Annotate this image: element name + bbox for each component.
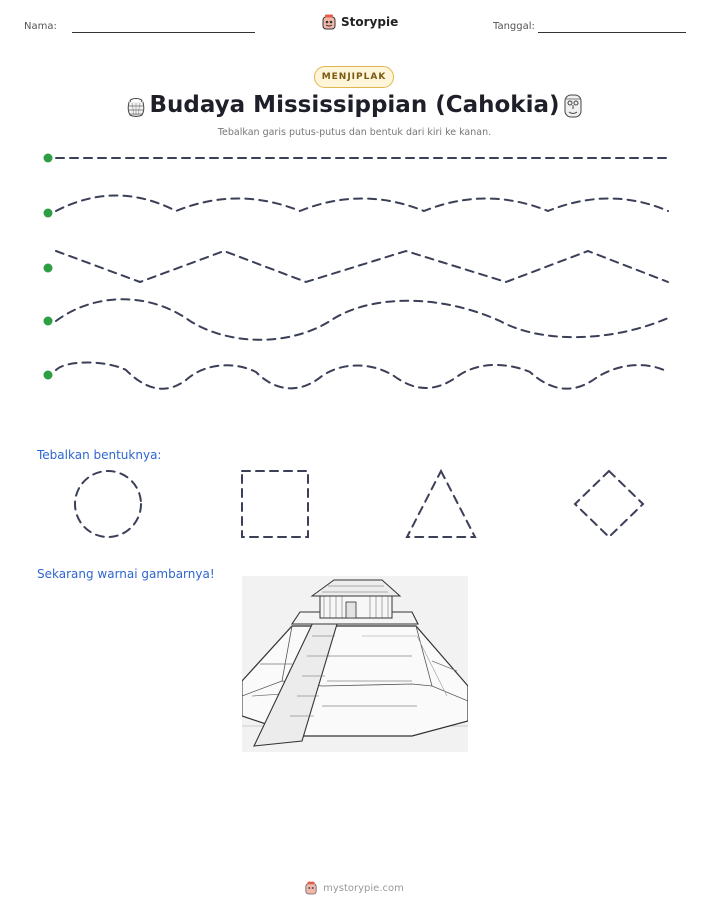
shapes-area: [0, 460, 709, 550]
start-dot: [44, 264, 53, 273]
mound-temple-picture[interactable]: [242, 576, 468, 752]
date-label: Tanggal:: [493, 21, 535, 32]
tracing-line-wave-3[interactable]: [56, 363, 668, 389]
coloring-prompt: Sekarang warnai gambarnya!: [37, 567, 215, 581]
footer-url[interactable]: mystorypie.com: [323, 882, 404, 894]
circle-shape[interactable]: [75, 471, 141, 537]
storypie-logo-icon: [322, 14, 336, 30]
start-dot: [44, 209, 53, 218]
triangle-shape[interactable]: [407, 471, 475, 537]
mask-icon: [561, 93, 585, 119]
start-dot: [44, 371, 53, 380]
tracing-line-wave-2[interactable]: [56, 299, 668, 340]
date-field[interactable]: [538, 32, 686, 33]
activity-badge: MENJIPLAK: [314, 66, 394, 88]
start-dot: [44, 317, 53, 326]
brand-logo: [322, 14, 398, 30]
page-title: Budaya Mississippian (Cahokia): [149, 92, 560, 118]
instructions: Tebalkan garis putus-putus dan bentuk dari kiri ke kanan.: [217, 127, 492, 138]
square-shape[interactable]: [242, 471, 308, 537]
storypie-logo-icon: [305, 881, 317, 895]
tracing-line-wave-1[interactable]: [56, 196, 668, 212]
start-dot: [44, 154, 53, 163]
footer: [0, 881, 709, 895]
name-label: Nama:: [24, 21, 57, 32]
shapes-prompt: Tebalkan bentuknya:: [37, 448, 162, 462]
diamond-shape[interactable]: [575, 471, 643, 537]
name-field[interactable]: [72, 32, 255, 33]
brand-name: Storypie: [341, 15, 399, 29]
tracing-line-zigzag[interactable]: [56, 251, 668, 282]
tracing-area: [0, 140, 709, 400]
